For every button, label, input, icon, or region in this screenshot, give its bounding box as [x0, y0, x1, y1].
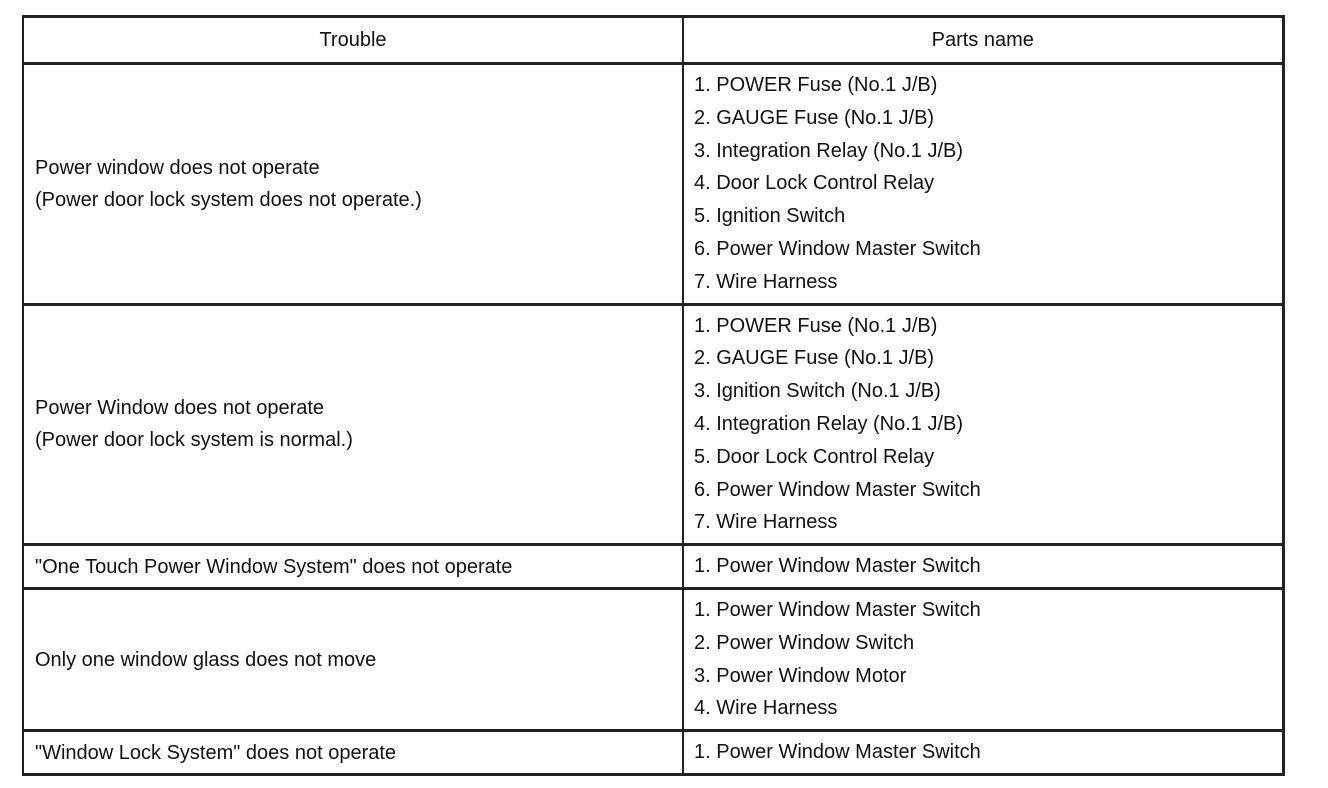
parts-cell [683, 304, 1283, 545]
parts-cell [683, 64, 1283, 305]
parts-cell [683, 545, 1283, 589]
part-item: 7. Wire Harness [694, 270, 838, 293]
trouble-text: Only one window glass does not move [35, 648, 377, 671]
parts-cell [683, 588, 1283, 730]
trouble-parts-table [22, 15, 1285, 776]
troubleshooting-sheet [22, 15, 1282, 776]
trouble-text: "Window Lock System" does not operate [35, 741, 397, 764]
part-item: 2. Power Window Switch [694, 631, 915, 654]
part-item: 1. Power Window Master Switch [694, 598, 981, 621]
table-row [23, 588, 1283, 730]
table-row [23, 304, 1283, 545]
part-item: 6. Power Window Master Switch [694, 237, 981, 260]
trouble-text: Power window does not operate [35, 156, 320, 179]
table-row [23, 545, 1283, 589]
parts-column-header: Parts name [683, 17, 1283, 64]
part-item: 3. Ignition Switch (No.1 J/B) [694, 380, 941, 403]
trouble-cell [23, 64, 683, 305]
trouble-text: "One Touch Power Window System" does not operate [35, 555, 513, 578]
part-item: 1. Power Window Master Switch [694, 555, 981, 578]
table-row [23, 64, 1283, 305]
part-item: 3. Power Window Motor [694, 664, 907, 687]
part-item: 6. Power Window Master Switch [694, 478, 981, 501]
table-row [23, 731, 1283, 775]
part-item: 2. GAUGE Fuse (No.1 J/B) [694, 106, 935, 129]
part-item: 4. Door Lock Control Relay [694, 172, 935, 195]
trouble-column-header: Trouble [23, 17, 683, 64]
trouble-cell [23, 731, 683, 775]
header-row [23, 17, 1283, 64]
part-item: 4. Wire Harness [694, 697, 838, 720]
trouble-cell [23, 304, 683, 545]
parts-cell [683, 731, 1283, 775]
part-item: 1. POWER Fuse (No.1 J/B) [694, 314, 938, 337]
part-item: 1. POWER Fuse (No.1 J/B) [694, 74, 938, 96]
part-item: 5. Ignition Switch [694, 205, 846, 228]
part-item: 5. Door Lock Control Relay [694, 445, 935, 468]
part-item: 2. GAUGE Fuse (No.1 J/B) [694, 347, 935, 370]
trouble-cell [23, 588, 683, 730]
part-item: 4. Integration Relay (No.1 J/B) [694, 412, 964, 435]
trouble-text: (Power door lock system is normal.) [35, 429, 353, 452]
part-item: 1. Power Window Master Switch [694, 741, 981, 764]
part-item: 3. Integration Relay (No.1 J/B) [694, 139, 964, 162]
trouble-text: Power Window does not operate [35, 397, 325, 420]
part-item: 7. Wire Harness [694, 511, 838, 534]
trouble-cell [23, 545, 683, 589]
trouble-text: (Power door lock system does not operate.) [35, 188, 422, 211]
